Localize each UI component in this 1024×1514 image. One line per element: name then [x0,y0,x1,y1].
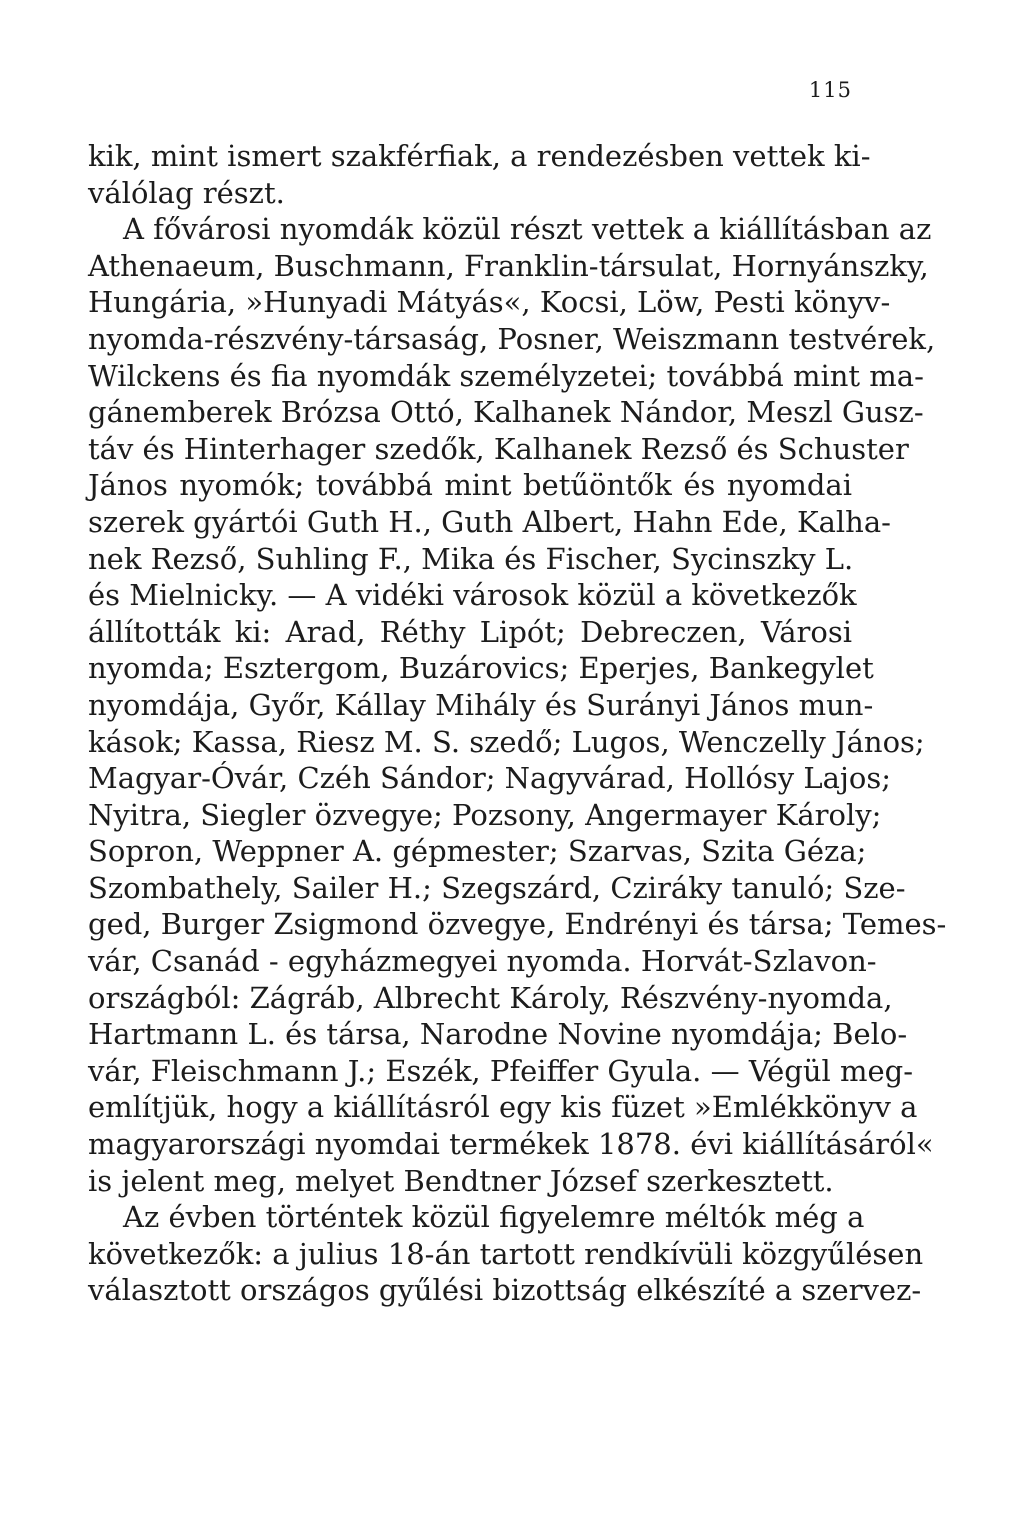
page-number: 115 [808,78,852,102]
text-line: Az évben történtek közül figyelemre méltók még a [123,1200,865,1235]
text-line: Athenaeum, Buschmann, Franklin-társulat, Hornyánszky, [88,248,929,283]
paragraph [88,138,871,211]
text-line: Sopron, Weppner A. gépmester; Szarvas, Szita Géza; [88,834,867,869]
text-line: említjük, hogy a kiállításról egy kis füzet »Emlékkönyv a [88,1090,918,1125]
text-line: vár, Csanád - egyházmegyei nyomda. Horvát-Szlavon- [88,944,877,979]
text-line: Magyar-Óvár, Czéh Sándor; Nagyvárad, Hollósy Lajos; [88,761,892,796]
paragraph [88,1199,924,1309]
text-line: vár, Fleischmann J.; Eszék, Pfeiffer Gyula. — Végül meg- [88,1053,914,1088]
text-line: A fővárosi nyomdák közül részt vettek a kiállításban az [123,212,932,247]
text-line: magyarországi nyomdai termékek 1878. évi kiállításáról« [88,1127,934,1162]
text-line: ged, Burger Zsigmond özvegye, Endrényi és társa; Temes- [88,907,947,942]
text-line: Szombathely, Sailer H.; Szegszárd, Cziráky tanuló; Sze- [88,870,906,905]
text-line: és Mielnicky. — A vidéki városok közül a következők [88,578,857,613]
text-line: János nyomók; továbbá mint betűöntők és nyomdai [88,468,852,503]
text-line: nek Rezső, Suhling F., Mika és Fischer, Sycinszky L. [88,541,854,576]
text-line: nyomda; Esztergom, Buzárovics; Eperjes, Bankegylet [88,651,874,686]
text-line: Wilckens és fia nyomdák személyzetei; továbbá mint ma- [88,358,924,393]
text-line: Nyitra, Siegler özvegye; Pozsony, Angermayer Károly; [88,797,882,832]
text-line: kik, mint ismert szakférfiak, a rendezésben vettek ki- [88,139,871,173]
text-line: állították ki: Arad, Réthy Lipót; Debreczen, Városi [88,614,852,649]
text-line: válólag részt. [88,175,285,210]
text-line: táv és Hinterhager szedők, Kalhanek Rezső és Schuster [88,431,909,466]
text-line: Hungária, »Hunyadi Mátyás«, Kocsi, Löw, Pesti könyv- [88,285,891,320]
text-line: választott országos gyűlési bizottság elkészíté a szervez- [88,1273,922,1308]
text-line: következők: a julius 18-án tartott rendkívüli közgyűlésen [88,1236,924,1271]
text-line: kások; Kassa, Riesz M. S. szedő; Lugos, Wenczelly János; [88,724,925,759]
paragraph [88,211,947,1199]
text-line: Hartmann L. és társa, Narodne Novine nyomdája; Belo- [88,1017,908,1052]
text-line: országból: Zágráb, Albrecht Károly, Részvény-nyomda, [88,980,893,1015]
text-line: nyomda-részvény-társaság, Posner, Weiszmann testvérek, [88,321,936,356]
text-line: gánemberek Brózsa Ottó, Kalhanek Nándor, Meszl Gusz- [88,395,924,430]
text-line: nyomdája, Győr, Kállay Mihály és Surányi János mun- [88,687,874,722]
text-line: is jelent meg, melyet Bendtner József szerkesztett. [88,1163,834,1198]
text-line: szerek gyártói Guth H., Guth Albert, Hahn Ede, Kalha- [88,504,891,539]
body-text [88,138,947,1309]
